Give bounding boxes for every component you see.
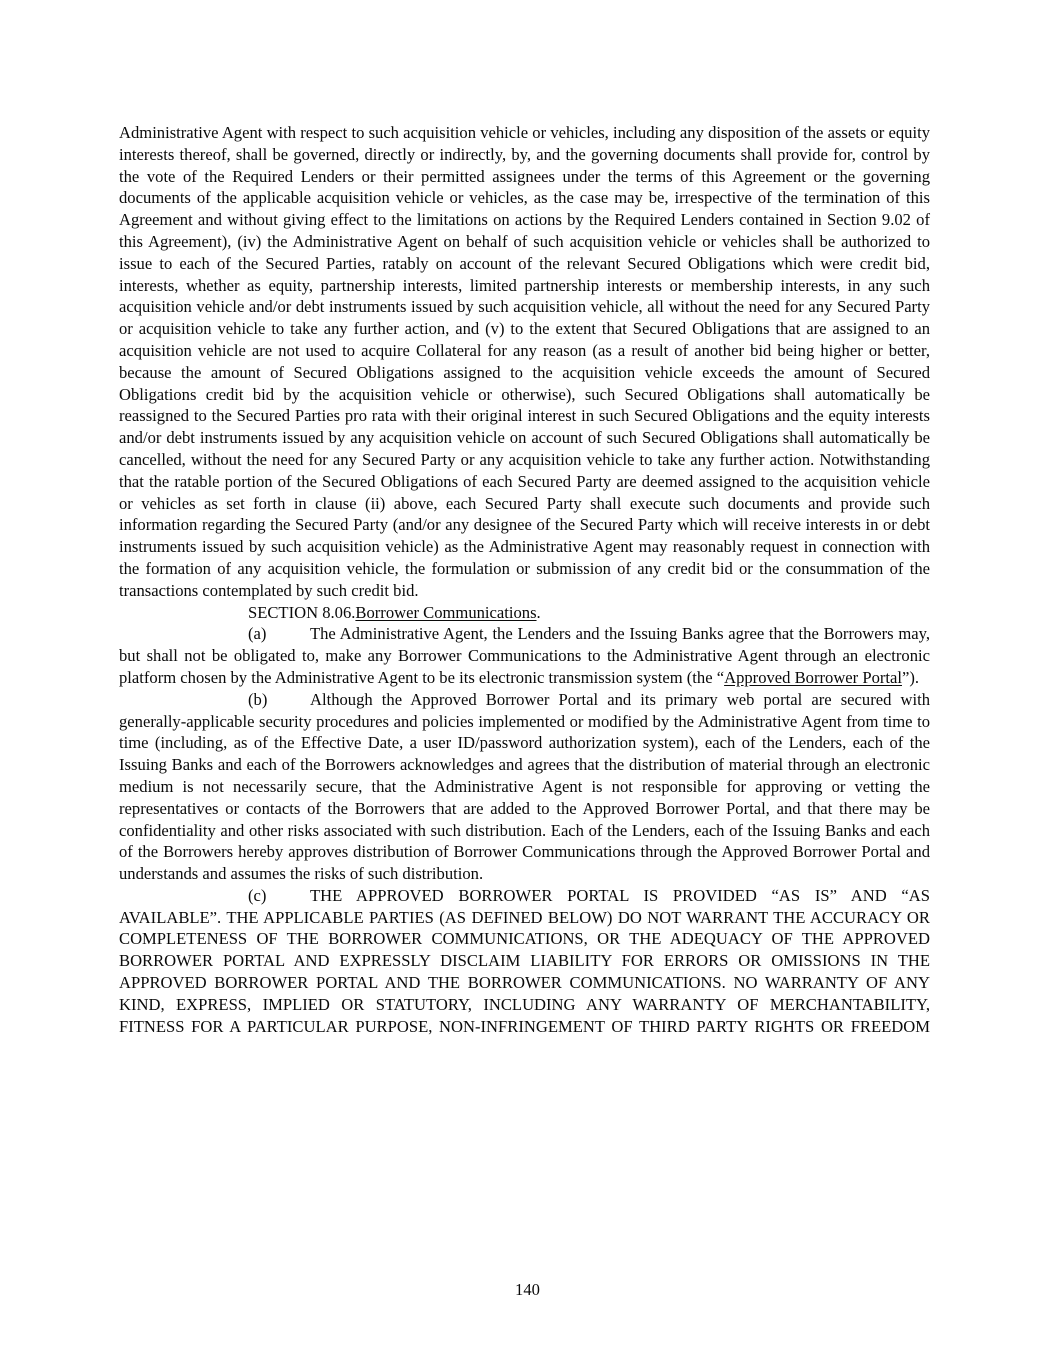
paragraph-b — [119, 689, 930, 885]
page-content — [119, 122, 930, 1037]
paragraph-a-text-after: ”). — [901, 667, 920, 687]
page-number: 140 — [515, 1280, 540, 1299]
paragraph-b-label: (b) — [248, 689, 268, 709]
paragraph-c-text: THE APPROVED BORROWER PORTAL IS PROVIDED “AS IS” AND “AS AVAILABLE”. THE APPLICABLE PARTIES (AS DEFINED BELOW) DO NOT WARRANT THE ACCURACY OR COMPLETENESS OF THE BORROWER COMMUNICATIONS, OR THE ADEQUACY OF THE APPROVED BORROWER PORTAL AND EXPRESSLY DISCLAIM LIABILITY FOR ERRORS OR OMISSIONS IN THE APPROVED BORROWER PORTAL AND THE BORROWER COMMUNICATIONS. NO WARRANTY OF ANY KIND, EXPRESS, IMPLIED OR STATUTORY, INCLUDING ANY WARRANTY OF MERCHANTABILITY, FITNESS FOR A PARTICULAR PURPOSE, NON-INFRINGEMENT OF THIRD PARTY RIGHTS OR FREEDOM — [119, 885, 930, 1036]
section-heading-period: . — [536, 602, 541, 622]
paragraph-c-label: (c) — [248, 885, 267, 905]
paragraph-continuation: Administrative Agent with respect to such acquisition vehicle or vehicles, including any disposition of the assets or equity interests thereof, shall be governed, directly or indirectly, by, and the governing documents shall provide for, control by the vote of the Required Lenders or their permitted assignees under the terms of this Agreement or the governing documents of the applicable acquisition vehicle or vehicles, as the case may be, irrespective of the termination of this Agreement and without giving effect to the limitations on actions by the Required Lenders contained in Section 9.02 of this Agreement), (iv) the Administrative Agent on behalf of such acquisition vehicle or vehicles shall be authorized to issue to each of the Secured Parties, ratably on account of the relevant Secured Obligations which were credit bid, interests, whether as equity, partnership interests, limited partnership interests or membership interests, in any such acquisition vehicle and/or debt instruments issued by such acquisition vehicle, all without the need for any Secured Party or acquisition vehicle to take any further action, and (v) to the extent that Secured Obligations that are assigned to an acquisition vehicle are not used to acquire Collateral for any reason (as a result of another bid being higher or better, because the amount of Secured Obligations assigned to the acquisition vehicle exceeds the amount of Secured Obligations credit bid by the acquisition vehicle or otherwise), such Secured Obligations shall automatically be reassigned to the Secured Parties pro rata with their original interest in such Secured Obligations and the equity interests and/or debt instruments issued by any acquisition vehicle on account of such Secured Obligations shall automatically be cancelled, without the need for any Secured Party or any acquisition vehicle to take any further action. Notwithstanding that the ratable portion of the Secured Obligations of each Secured Party are deemed assigned to the acquisition vehicle or vehicles as set forth in clause (ii) above, each Secured Party shall execute such documents and provide such information regarding the Secured Party (and/or any designee of the Secured Party which will receive interests in or debt instruments issued by such acquisition vehicle) as the Administrative Agent may reasonably request in connection with the formation of any acquisition vehicle, the formulation or submission of any credit bid or the consummation of the transactions contemplated by such credit bid. — [119, 123, 930, 600]
section-number: SECTION 8.06. — [248, 602, 356, 622]
paragraph-a — [119, 623, 930, 688]
paragraph-b-text: Although the Approved Borrower Portal and its primary web portal are secured with generally-applicable security procedures and policies implemented or modified by the Administrative Agent from time to time (including, as of the Effective Date, a user ID/password authorization system), each of the Lenders, each of the Issuing Banks and each of the Borrowers acknowledges and agrees that the distribution of material through an electronic medium is not necessarily secure, that the Administrative Agent is not responsible for approving or vetting the representatives or contacts of the Borrowers that are added to the Approved Borrower Portal, and that there may be confidentiality and other risks associated with such distribution. Each of the Lenders, each of the Issuing Banks and each of the Borrowers hereby approves distribution of Borrower Communications through the Approved Borrower Portal and understands and assumes the risks of such distribution. — [119, 689, 930, 884]
section-heading — [119, 602, 930, 624]
section-title: Borrower Communications — [355, 602, 537, 622]
paragraph-c — [119, 885, 930, 1038]
paragraph-a-text: The Administrative Agent, the Lenders and the Issuing Banks agree that the Borrowers may, but shall not be obligated to, make any Borrower Communications to the Administrative Agent through an electronic platform chosen by the Administrative Agent to be its electronic transmission system (the “ — [119, 624, 930, 687]
paragraph-a-label: (a) — [248, 624, 267, 644]
defined-term-approved-borrower-portal: Approved Borrower Portal — [724, 667, 902, 687]
